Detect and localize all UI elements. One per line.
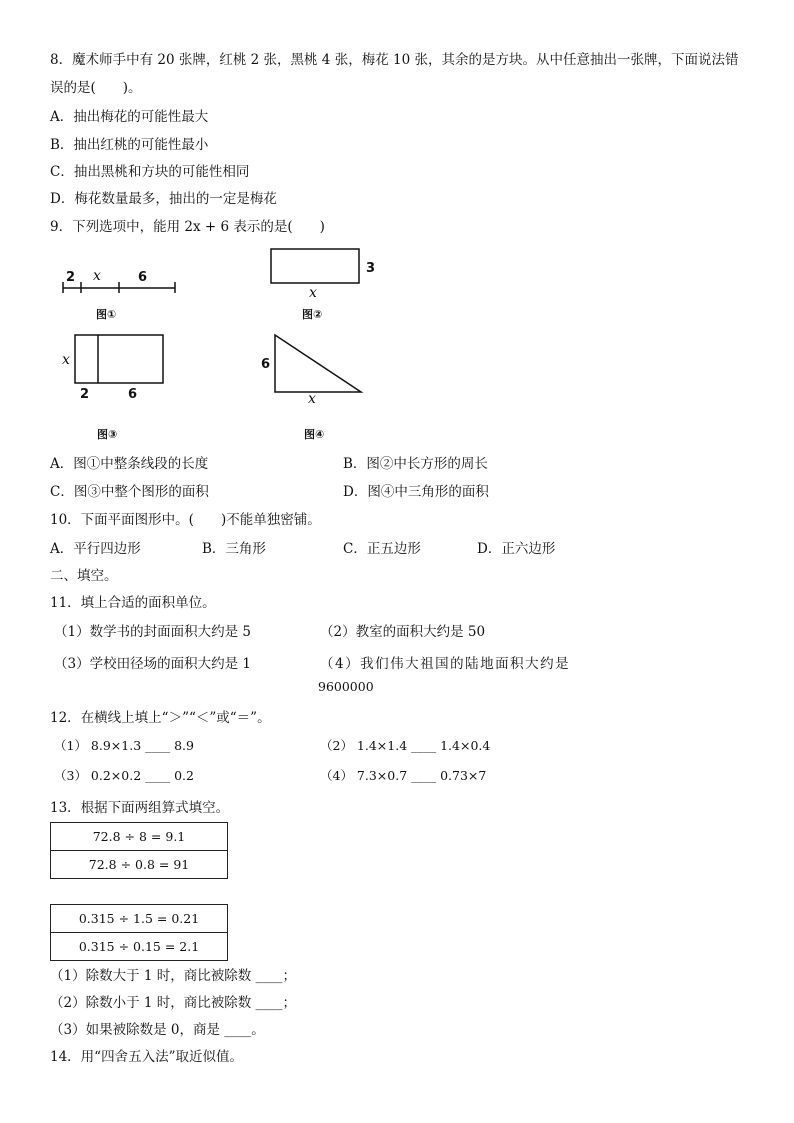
q11-item-4-continued: 9600000 <box>318 679 374 694</box>
q10-option-d: D．正六边形 <box>477 541 556 557</box>
q8-option-d: D．梅花数量最多，抽出的一定是梅花 <box>50 191 277 207</box>
q12-item-2: （2） 1.4×1.4 ____ 1.4×0.4 <box>320 738 491 753</box>
q13-stem: 13．根据下面两组算式填空。 <box>50 800 230 816</box>
figure-4-triangle <box>272 333 366 395</box>
section-heading: 二、填空。 <box>50 568 118 584</box>
figure-2-rectangle <box>270 248 362 286</box>
figure-1-label-x: x <box>93 268 101 284</box>
q12-item-1: （1） 8.9×1.3 ____ 8.9 <box>54 738 194 753</box>
figure-2-caption: 图② <box>302 308 323 321</box>
calc-table-2-row-1: 0.315 ÷ 1.5 = 0.21 <box>51 905 228 933</box>
q8-option-b: B．抽出红桃的可能性最小 <box>50 137 209 153</box>
q13-item-2: （2）除数小于 1 时，商比被除数 ____； <box>50 995 297 1011</box>
figure-3-label-x: x <box>62 352 70 368</box>
q9-option-a: A．图①中整条线段的长度 <box>50 456 209 472</box>
figure-2-label-3: 3 <box>366 261 376 276</box>
q13-item-3: （3）如果被除数是 0，商是 ____。 <box>50 1022 265 1038</box>
figure-3-label-6: 6 <box>128 387 138 402</box>
q12-stem: 12．在横线上填上“＞”“＜”或“＝”。 <box>50 710 271 726</box>
figure-4-label-x: x <box>308 391 316 407</box>
q9-option-b: B．图②中长方形的周长 <box>343 456 488 472</box>
calc-table-2 <box>50 904 228 961</box>
q11-item-3: （3）学校田径场的面积大约是 1 <box>54 656 251 672</box>
q8-option-c: C．抽出黑桃和方块的可能性相同 <box>50 164 250 180</box>
q10-option-a: A．平行四边形 <box>50 541 141 557</box>
q8-stem-line2: 误的是( )。 <box>50 80 142 96</box>
figure-1-label-6: 6 <box>138 270 148 285</box>
q11-item-2: （2）教室的面积大约是 50 <box>320 624 486 640</box>
q10-stem: 10．下面平面图形中。( )不能单独密铺。 <box>50 512 321 528</box>
q12-item-4: （4） 7.3×0.7 ____ 0.73×7 <box>320 768 487 783</box>
q11-item-4: （4）我们伟大祖国的陆地面积大约是 <box>320 656 571 672</box>
figure-1-caption: 图① <box>96 308 117 321</box>
q9-option-c: C．图③中整个图形的面积 <box>50 484 209 500</box>
figure-3-caption: 图③ <box>97 428 118 441</box>
calc-table-1 <box>50 822 228 879</box>
q13-item-1: （1）除数大于 1 时，商比被除数 ____； <box>50 968 297 984</box>
q9-option-d: D．图④中三角形的面积 <box>343 484 489 500</box>
calc-table-1-row-1: 72.8 ÷ 8 = 9.1 <box>51 823 228 851</box>
figure-3-label-2: 2 <box>80 387 90 402</box>
figure-4-caption: 图④ <box>304 428 325 441</box>
figure-3-rectangle <box>74 334 166 386</box>
q8-option-a: A．抽出梅花的可能性最大 <box>50 109 209 125</box>
figure-4-label-6: 6 <box>261 357 271 372</box>
q12-item-3: （3） 0.2×0.2 ____ 0.2 <box>54 768 194 783</box>
q11-item-1: （1）数学书的封面面积大约是 5 <box>54 624 251 640</box>
calc-table-2-row-2: 0.315 ÷ 0.15 = 2.1 <box>51 933 228 961</box>
q9-stem: 9．下列选项中，能用 2x + 6 表示的是( ) <box>50 219 325 235</box>
q10-option-c: C．正五边形 <box>343 541 421 557</box>
q8-stem-line1: 8．魔术师手中有 20 张牌，红桃 2 张，黑桃 4 张，梅花 10 张，其余的是方块。从中任意抽出一张牌，下面说法错 <box>50 52 739 68</box>
figure-1-label-2: 2 <box>66 270 76 285</box>
figure-2-label-x: x <box>309 285 317 301</box>
q10-option-b: B．三角形 <box>202 541 266 557</box>
q11-stem: 11．填上合适的面积单位。 <box>50 595 216 611</box>
q14-stem: 14．用“四舍五入法”取近似值。 <box>50 1049 243 1065</box>
calc-table-1-row-2: 72.8 ÷ 0.8 = 91 <box>51 851 228 879</box>
